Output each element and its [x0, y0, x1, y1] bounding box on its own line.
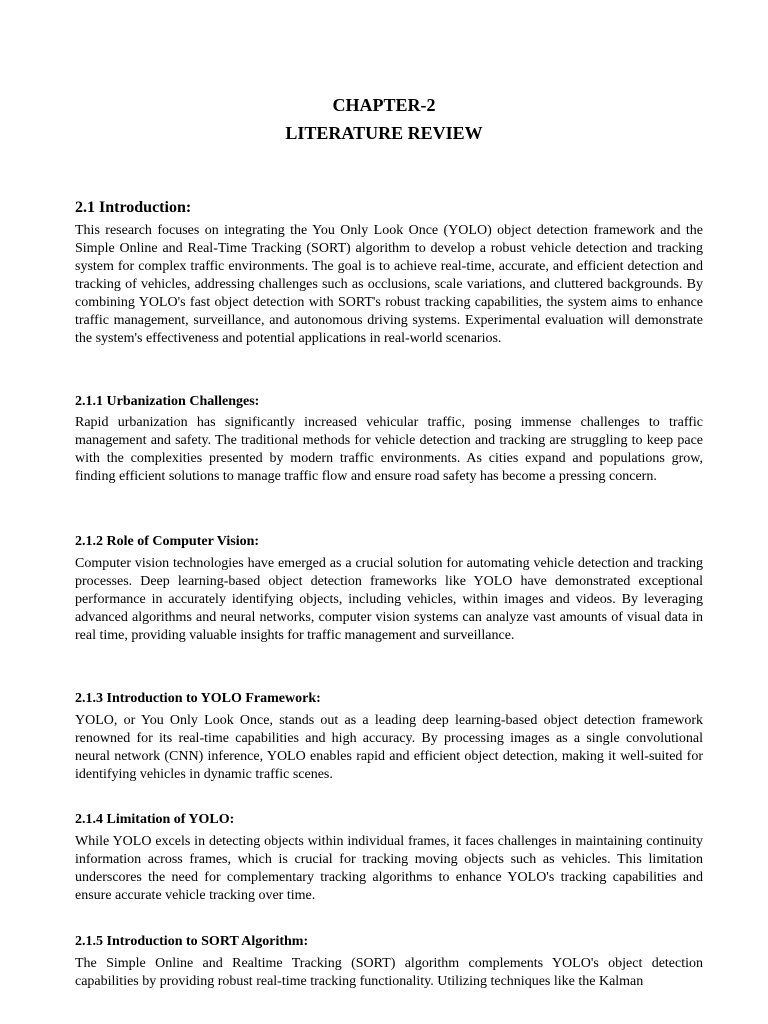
section-heading-yolo-framework: 2.1.3 Introduction to YOLO Framework:: [75, 691, 321, 706]
section-heading-computer-vision: 2.1.2 Role of Computer Vision:: [75, 534, 260, 549]
section-heading-introduction: 2.1 Introduction:: [75, 199, 192, 216]
section-heading-sort-algorithm: 2.1.5 Introduction to SORT Algorithm:: [75, 934, 309, 949]
paragraph-computer-vision: Computer vision technologies have emerged as a crucial solution for automating vehicle detection and tracking processes. Deep learning-based object detection frameworks like YOLO have demonstrated exceptional performance in accurately identifying objects, including vehicles, within images and videos. By leveraging advanced algorithms and neural networks, computer vision systems can analyze vast amounts of visual data in real time, providing valuable insights for traffic management and surveillance.: [75, 556, 703, 643]
chapter-title: LITERATURE REVIEW: [285, 123, 483, 143]
paragraph-sort-algorithm: The Simple Online and Realtime Tracking (SORT) algorithm complements YOLO's object detection capabilities by providing robust real-time tracking functionality. Utilizing techniques like the Kalman: [75, 956, 703, 989]
paragraph-yolo-limitation: While YOLO excels in detecting objects within individual frames, it faces challenges in maintaining continuity information across frames, which is crucial for tracking moving objects such as vehicles. This limitation underscores the need for complementary tracking algorithms to enhance YOLO's tracking capabilities and ensure accurate vehicle tracking over time.: [75, 834, 703, 903]
chapter-number: CHAPTER-2: [332, 95, 436, 115]
paragraph-urbanization: Rapid urbanization has significantly increased vehicular traffic, posing immense challenges to traffic management and safety. The traditional methods for vehicle detection and tracking are struggling to keep pace with the complexities presented by modern traffic environments. As cities expand and populations grow, finding efficient solutions to manage traffic flow and ensure road safety has become a pressing concern.: [75, 415, 703, 484]
section-heading-yolo-limitation: 2.1.4 Limitation of YOLO:: [75, 812, 235, 827]
section-heading-urbanization: 2.1.1 Urbanization Challenges:: [75, 394, 260, 409]
paragraph-introduction: This research focuses on integrating the You Only Look Once (YOLO) object detection framework and the Simple Online and Real-Time Tracking (SORT) algorithm to develop a robust vehicle detection and tracking system for complex traffic environments. The goal is to achieve real-time, accurate, and efficient detection and tracking of vehicles, addressing challenges such as occlusions, scale variations, and cluttered backgrounds. By combining YOLO's fast object detection with SORT's robust tracking capabilities, the system aims to enhance traffic management, surveillance, and autonomous driving systems. Experimental evaluation will demonstrate the system's effectiveness and potential applications in real-world scenarios.: [75, 223, 703, 346]
paragraph-yolo-framework: YOLO, or You Only Look Once, stands out as a leading deep learning-based object detection framework renowned for its real-time capabilities and high accuracy. By processing images as a single convolutional neural network (CNN) inference, YOLO enables rapid and efficient object detection, making it well-suited for identifying vehicles in dynamic traffic scenes.: [75, 713, 703, 782]
